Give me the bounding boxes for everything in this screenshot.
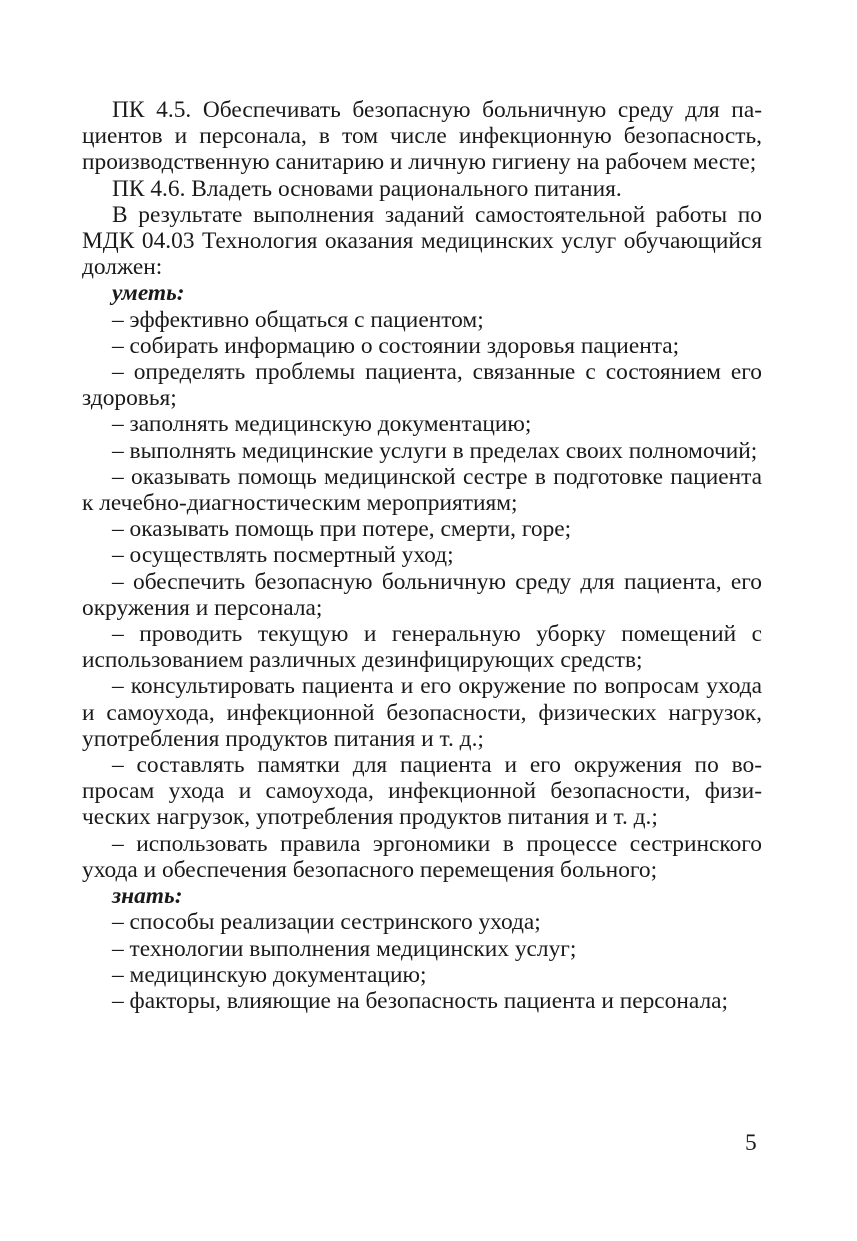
list-item: – выполнять медицинские услуги в пределах своих полномочий; xyxy=(112,437,758,464)
list-item: – оказывать помощь медицинской сестре в подготовке пациента к лечебно-диагностическим мероприятиям; xyxy=(82,463,762,517)
list-item: – факторы, влияющие на безопасность пациента и персонала; xyxy=(112,987,729,1014)
intro-paragraph-pk-4-5: ПК 4.5. Обеспечивать безопасную больничную среду для пациентов и персонала, в том числе инфекционную безопасность, производственную санитарию и личную гигиену на рабочем месте; xyxy=(82,97,762,176)
skills-heading: уметь: xyxy=(112,280,185,307)
skills-list xyxy=(82,307,762,883)
list-item: – способы реализации сестринского ухода; xyxy=(112,909,541,936)
knowledge-list xyxy=(82,909,762,1014)
list-item: – эффективно общаться с пациентом; xyxy=(112,306,484,333)
list-item: – составлять памятки для пациента и его окружения по вопросам ухода и самоухода, инфекционной безопасности, физических нагрузок, употребления продуктов питания и т. д.; xyxy=(82,752,762,831)
knowledge-heading: знать: xyxy=(112,883,183,910)
list-item: – консультировать пациента и его окружение по вопросам ухода и самоухода, инфекционной безопасности, физических нагрузок, употребления продуктов питания и т. д.; xyxy=(82,673,762,752)
list-item: – использовать правила эргономики в процессе сестринского ухода и обеспечения безопасного перемещения больного; xyxy=(82,830,762,883)
list-item: – осуществлять посмертный уход; xyxy=(112,542,454,569)
list-item: – оказывать помощь при потере, смерти, горе; xyxy=(112,516,572,543)
list-item: – определять проблемы пациента, связанные с состоянием его здоровья; xyxy=(82,359,762,412)
list-item: – технологии выполнения медицинских услуг; xyxy=(112,935,577,962)
list-item: – заполнять медицинскую документацию; xyxy=(112,411,532,438)
page-number: 5 xyxy=(745,1130,757,1156)
intro-paragraph-pk-4-6: ПК 4.6. Владеть основами рационального питания. xyxy=(112,175,622,202)
list-item: – медицинскую документацию; xyxy=(112,961,427,988)
page-body xyxy=(82,97,762,1014)
list-item: – проводить текущую и генеральную уборку помещений с использованием различных дезинфицирующих средств; xyxy=(82,621,762,674)
list-item: – обеспечить безопасную больничную среду для пациента, его окружения и персонала; xyxy=(82,568,762,621)
intro-paragraph-result: В результате выполнения заданий самостоятельной работы по МДК 04.03 Технология оказания медицинских услуг обучающийся должен: xyxy=(82,201,762,281)
list-item: – собирать информацию о состоянии здоровья пациента; xyxy=(112,332,680,359)
